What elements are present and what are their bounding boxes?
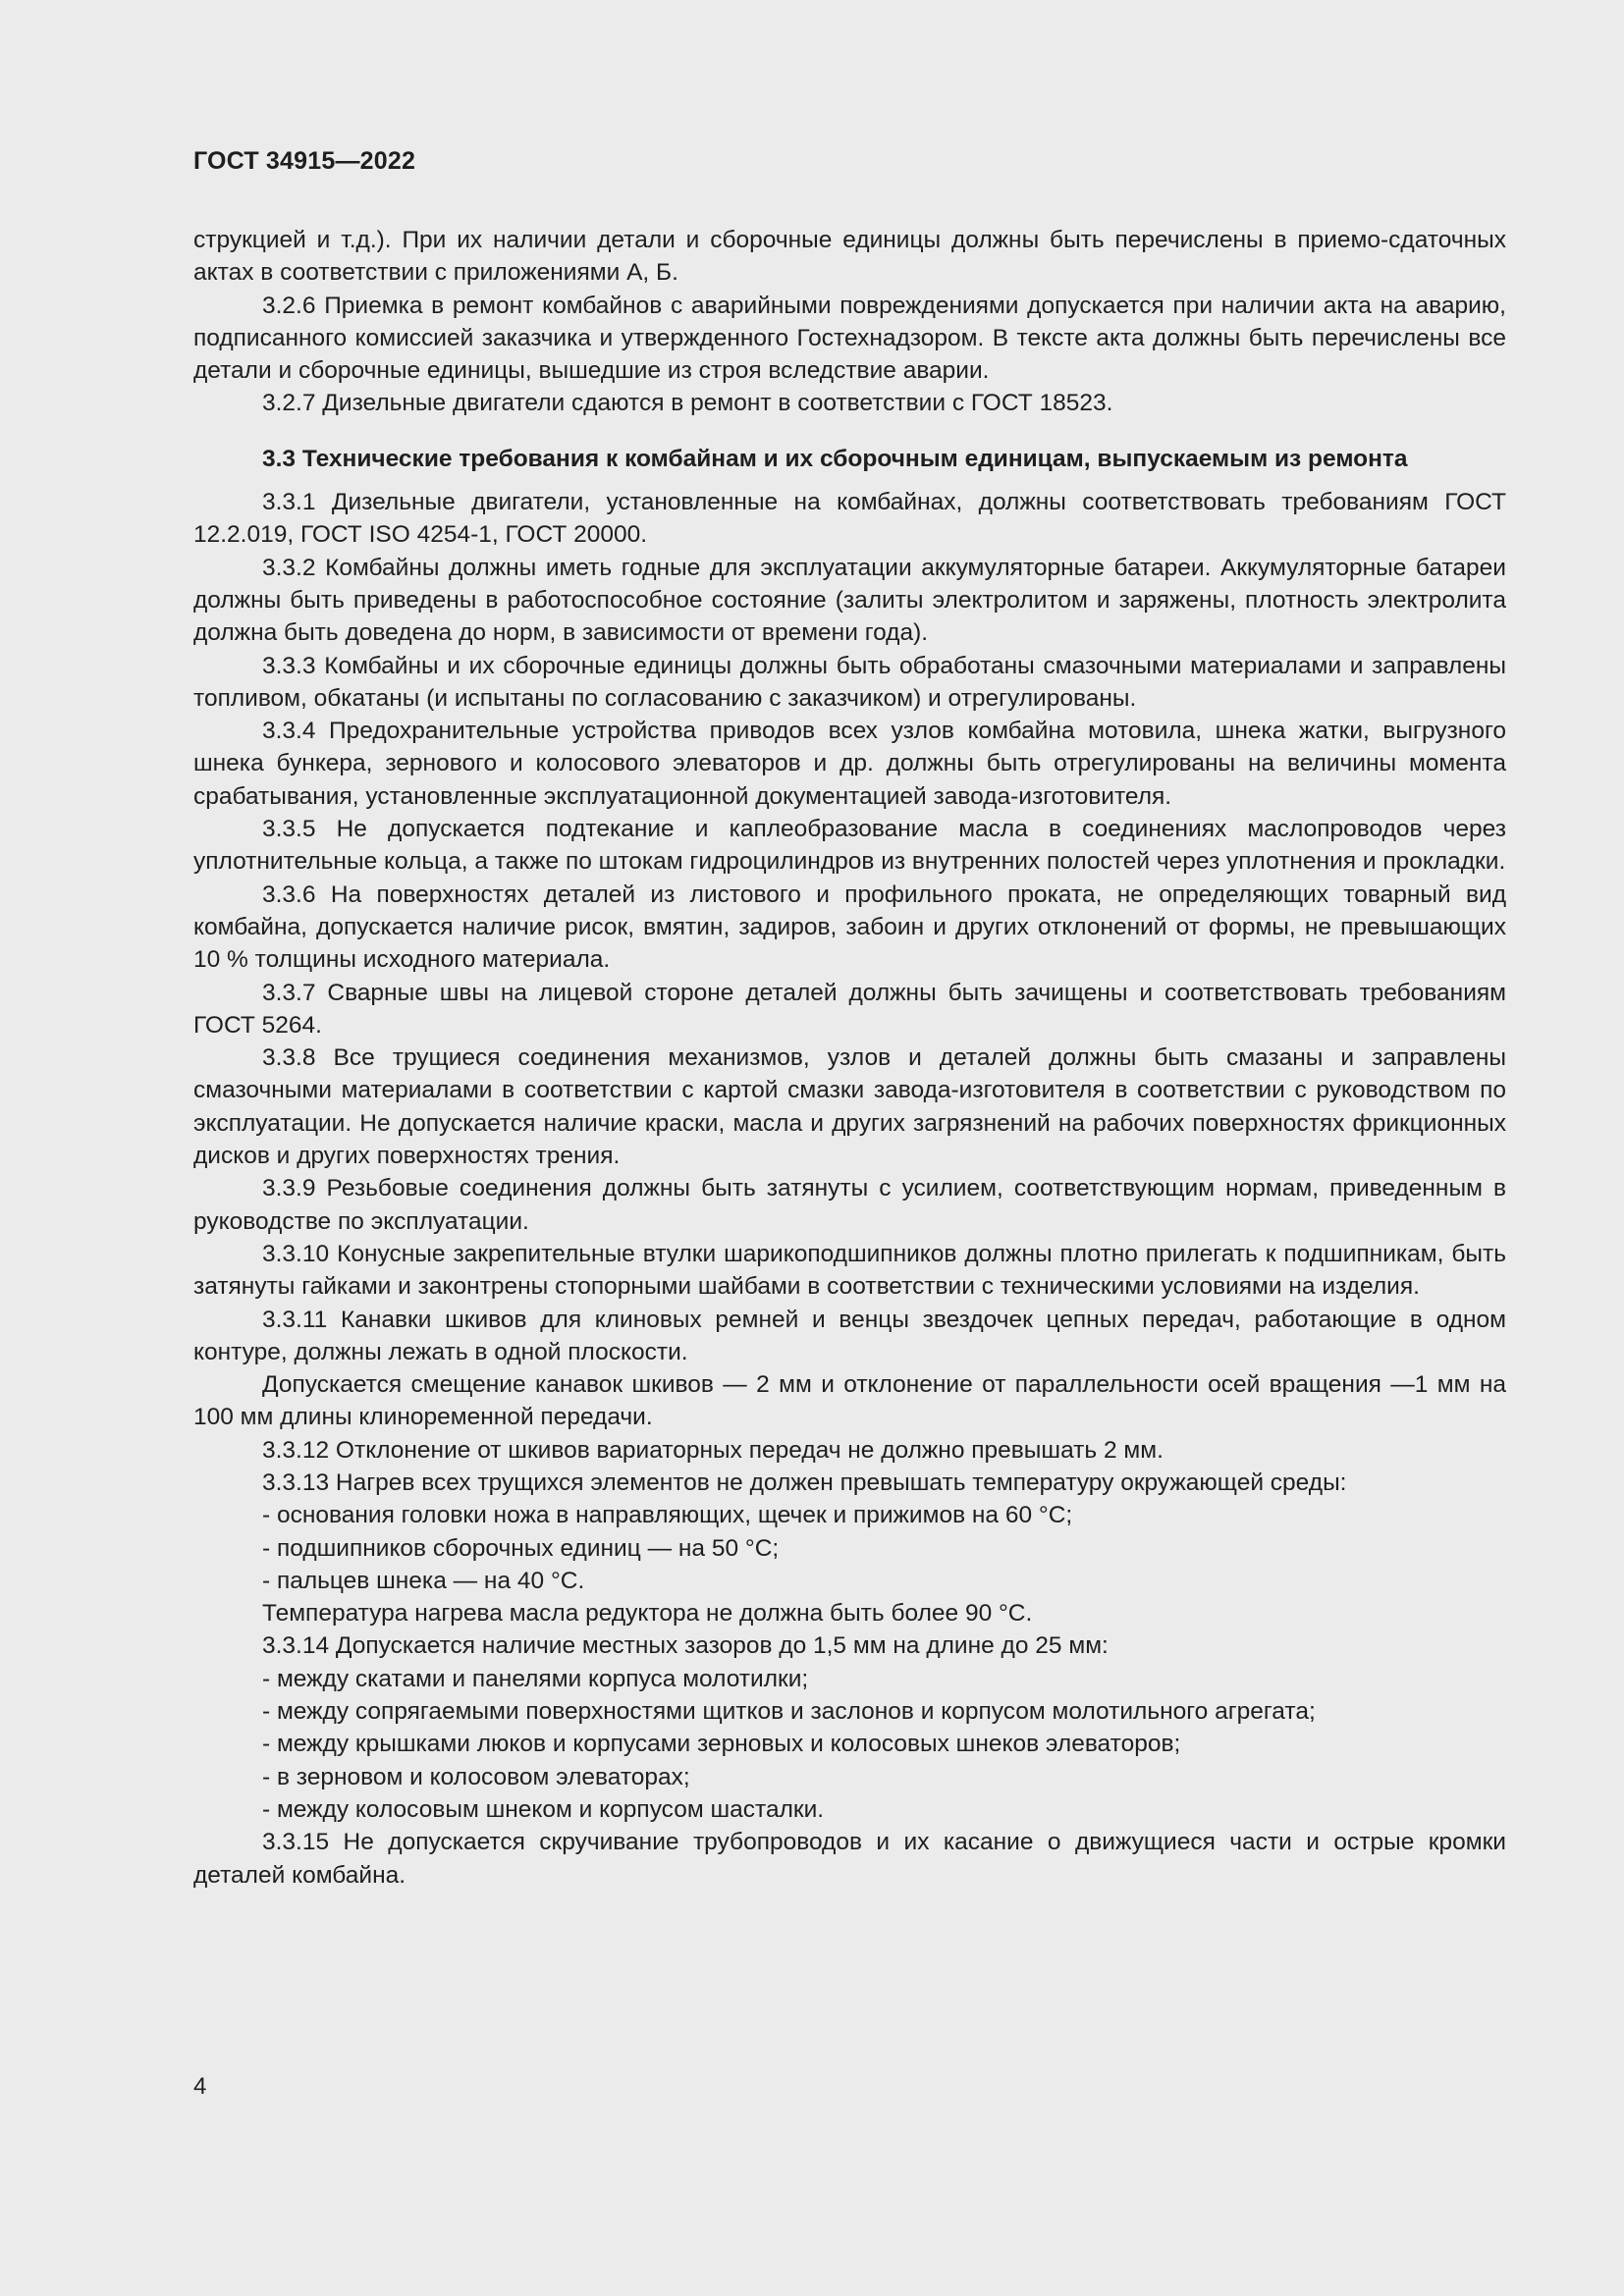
- section-heading-3-3: 3.3 Технические требования к комбайнам и их сборочным единицам, выпускаемым из ремонта: [262, 445, 1408, 472]
- paragraph-3-2-6: 3.2.6 Приемка в ремонт комбайнов с аварийными повреждениями допускается при наличии акта на аварию, подписанного комиссией заказчика и утвержденного Гостехнадзором. В тексте акта должны быть перечислены все детали и сборочные единицы, вышедшие из строя вследствие аварии.: [193, 292, 1506, 385]
- paragraph-3-3-3: 3.3.3 Комбайны и их сборочные единицы должны быть обработаны смазочными материалами и заправлены топливом, обкатаны (и испытаны по согласованию с заказчиком) и отрегулированы.: [193, 652, 1506, 712]
- paragraph-tolerance-note: Допускается смещение канавок шкивов — 2 мм и отклонение от параллельности осей вращения —1 мм на 100 мм длины клиноременной передачи.: [193, 1371, 1506, 1431]
- paragraph-3-3-2: 3.3.2 Комбайны должны иметь годные для эксплуатации аккумуляторные батареи. Аккумуляторные батареи должны быть приведены в работоспособное состояние (залиты электролитом и заряжены, плотность электролита должна быть доведена до норм, в зависимости от времени года).: [193, 554, 1506, 647]
- list-item: - между сопрягаемыми поверхностями щитков и заслонов и корпусом молотильного агрегата;: [262, 1698, 1316, 1726]
- paragraph-3-3-5: 3.3.5 Не допускается подтекание и каплеобразование масла в соединениях маслопроводов через уплотнительные кольца, а также по штокам гидроцилиндров из внутренних полостей через уплотнения и прокладки.: [193, 816, 1506, 876]
- paragraph-3-3-8: 3.3.8 Все трущиеся соединения механизмов, узлов и деталей должны быть смазаны и заправлены смазочными материалами в соответствии с картой смазки завода-изготовителя в соответствии с руководством по эксплуатации. Не допускается наличие краски, масла и других загрязнений на рабочих поверхностях фрикционных дисков и других поверхностях трения.: [193, 1044, 1506, 1170]
- list-item: - в зерновом и колосовом элеваторах;: [262, 1763, 690, 1790]
- paragraph-3-3-9: 3.3.9 Резьбовые соединения должны быть затянуты с усилием, соответствующим нормам, приведенным в руководстве по эксплуатации.: [193, 1175, 1506, 1235]
- paragraph-3-3-12: 3.3.12 Отклонение от шкивов вариаторных передач не должно превышать 2 мм.: [262, 1436, 1164, 1464]
- list-item: - пальцев шнека — на 40 °С.: [262, 1567, 585, 1594]
- paragraph-3-3-13: 3.3.13 Нагрев всех трущихся элементов не должен превышать температуру окружающей среды:: [262, 1468, 1347, 1496]
- paragraph-3-3-1: 3.3.1 Дизельные двигатели, установленные на комбайнах, должны соответствовать требованиям ГОСТ 12.2.019, ГОСТ ISO 4254-1, ГОСТ 20000.: [193, 489, 1506, 549]
- paragraph-3-3-15: 3.3.15 Не допускается скручивание трубопроводов и их касание о движущиеся части и острые кромки деталей комбайна.: [193, 1829, 1506, 1889]
- paragraph-3-2-7: 3.2.7 Дизельные двигатели сдаются в ремонт в соответствии с ГОСТ 18523.: [262, 390, 1113, 417]
- paragraph-3-3-6: 3.3.6 На поверхностях деталей из листового и профильного проката, не определяющих товарный вид комбайна, допускается наличие рисок, вмятин, задиров, забоин и других отклонений от формы, не превышающих 10 % толщины исходного материала.: [193, 881, 1506, 974]
- list-item: - подшипников сборочных единиц — на 50 °С;: [262, 1534, 780, 1562]
- list-item: - между колосовым шнеком и корпусом шасталки.: [262, 1795, 825, 1823]
- document-header: ГОСТ 34915—2022: [193, 147, 416, 175]
- paragraph-3-3-10: 3.3.10 Конусные закрепительные втулки шарикоподшипников должны плотно прилегать к подшипникам, быть затянуты гайками и законтрены стопорными шайбами в соответствии с техническими условиями на изделия.: [193, 1240, 1506, 1301]
- page-number: 4: [193, 2073, 207, 2100]
- list-item: - между крышками люков и корпусами зерновых и колосовых шнеков элеваторов;: [262, 1731, 1181, 1758]
- document-body: [193, 224, 1506, 1892]
- paragraph-3-3-11: 3.3.11 Канавки шкивов для клиновых ремней и венцы звездочек цепных передач, работающие в одном контуре, должны лежать в одной плоскости.: [193, 1306, 1506, 1365]
- paragraph-3-3-14: 3.3.14 Допускается наличие местных зазоров до 1,5 мм на длине до 25 мм:: [262, 1632, 1109, 1660]
- list-item: - между скатами и панелями корпуса молотилки;: [262, 1665, 809, 1692]
- paragraph-3-3-7: 3.3.7 Сварные швы на лицевой стороне деталей должны быть зачищены и соответствовать требованиям ГОСТ 5264.: [193, 979, 1506, 1039]
- paragraph-3-3-4: 3.3.4 Предохранительные устройства приводов всех узлов комбайна мотовила, шнека жатки, выгрузного шнека бункера, зернового и колосового элеваторов и др. должны быть отрегулированы на величины момента срабатывания, установленные эксплуатационной документацией завода-изготовителя.: [193, 718, 1506, 810]
- paragraph-continuation: струкцией и т.д.). При их наличии детали и сборочные единицы должны быть перечислены в приемо-сдаточных актах в соответствии с приложениями А, Б.: [193, 227, 1506, 287]
- list-item: - основания головки ножа в направляющих, щечек и прижимов на 60 °С;: [262, 1502, 1073, 1529]
- paragraph-oil-temperature: Температура нагрева масла редуктора не должна быть более 90 °С.: [262, 1600, 1033, 1628]
